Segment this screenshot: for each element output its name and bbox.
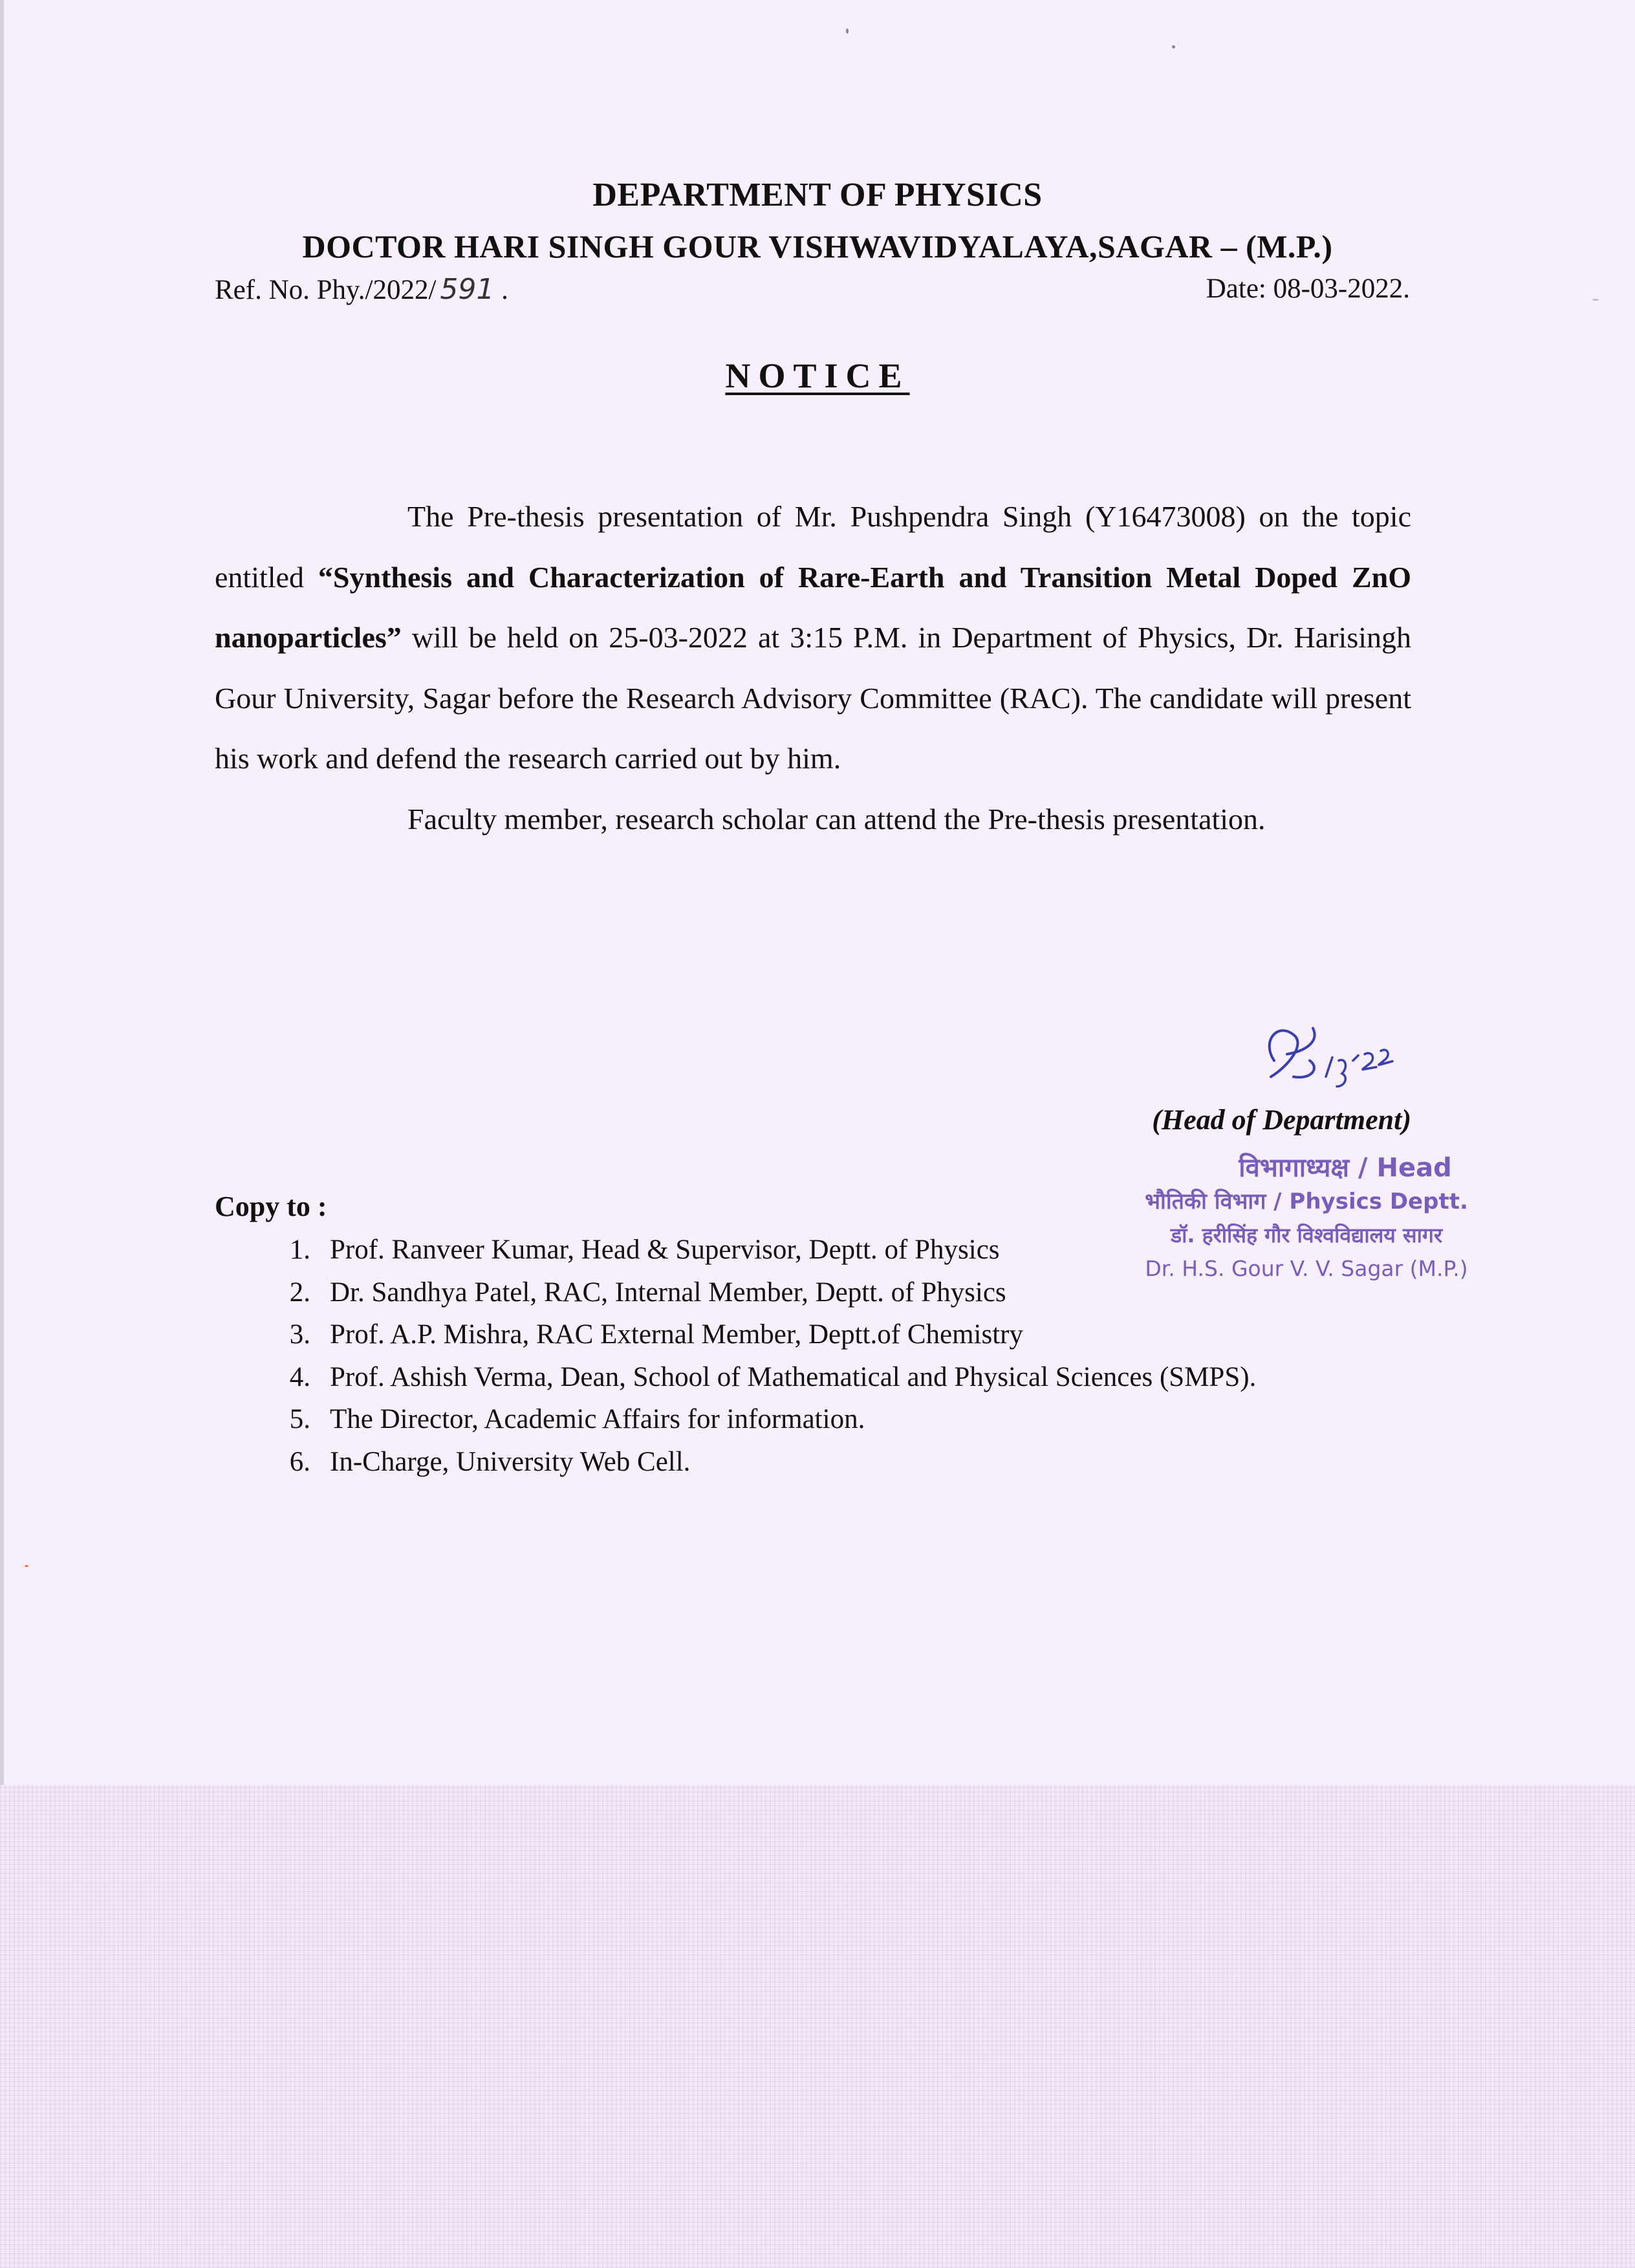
list-item: [215, 1313, 1256, 1356]
list-item: [215, 1271, 1256, 1314]
ref-dot: .: [494, 275, 508, 305]
copy-to-label: Copy to :: [215, 1191, 327, 1222]
body-paragraph-1: [215, 486, 1411, 789]
thesis-topic: “Synthesis and Characterization of Rare-Earth and Transition Metal Doped ZnO nanoparticles”: [215, 560, 1411, 654]
list-item: [215, 1398, 1256, 1441]
scan-speck: [25, 1565, 28, 1567]
stamp-line-3: डॉ. हरीसिंह गौर विश्वविद्यालय सागर: [1170, 1223, 1443, 1247]
list-text: Dr. Sandhya Patel, RAC, Internal Member, Deptt. of Physics: [330, 1277, 1006, 1308]
list-text: The Director, Academic Affairs for information.: [330, 1404, 865, 1434]
reference-number: [215, 273, 508, 306]
notice-date: Date: 08-03-2022.: [1206, 274, 1410, 304]
list-text: Prof. A.P. Mishra, RAC External Member, Deptt.of Chemistry: [330, 1319, 1023, 1350]
list-text: Prof. Ashish Verma, Dean, School of Mathematical and Physical Sciences (SMPS).: [330, 1361, 1257, 1392]
list-item: [215, 1441, 1256, 1484]
stamp-line-1: विभागाध्यक्ष / Head: [1239, 1153, 1452, 1183]
paragraph-details: will be held on 25-03-2022 at 3:15 P.M. in Department of Physics, Dr. Harisingh Gour University, Sagar before the Research Advisory Committee (RAC). The candidate will present his work and defend the research carried out by him.: [215, 621, 1411, 775]
department-title: DEPARTMENT OF PHYSICS: [592, 177, 1043, 213]
notice-body: [215, 486, 1411, 849]
handwritten-ref-number: 591: [440, 273, 495, 306]
scan-speck: [846, 28, 849, 34]
list-number: 4.: [289, 1361, 310, 1392]
scan-speck: [1592, 299, 1599, 301]
list-number: 2.: [289, 1277, 310, 1308]
list-number: 6.: [289, 1446, 310, 1477]
list-number: 1.: [289, 1235, 310, 1265]
notice-heading: [0, 356, 1635, 396]
list-number: 3.: [289, 1319, 310, 1350]
university-title: DOCTOR HARI SINGH GOUR VISHWAVIDYALAYA,SAGAR – (M.P.): [302, 228, 1333, 265]
list-item: [215, 1356, 1256, 1399]
handwritten-signature: [1248, 1015, 1416, 1099]
reference-prefix: Ref. No. Phy./2022/: [215, 275, 437, 305]
list-text: In-Charge, University Web Cell.: [330, 1446, 691, 1477]
body-paragraph-2: Faculty member, research scholar can attend the Pre-thesis presentation.: [407, 802, 1266, 836]
list-number: 5.: [289, 1404, 310, 1434]
notice-heading-text: NOTICE: [725, 356, 910, 395]
stamp-line-2: भौतिकी विभाग / Physics Deptt.: [1145, 1189, 1468, 1215]
scan-speck: [1172, 45, 1175, 49]
head-of-department-label: (Head of Department): [1152, 1104, 1411, 1136]
scan-background-texture: [0, 1785, 1635, 2268]
copy-to-list: [215, 1229, 1256, 1483]
paragraph-intro: The Pre-thesis presentation of Mr. Pushpendra Singh (Y16473008) on the topic entitled: [215, 500, 1411, 594]
stamp-line-4: Dr. H.S. Gour V. V. Sagar (M.P.): [1145, 1256, 1468, 1281]
list-text: Prof. Ranveer Kumar, Head & Supervisor, Deptt. of Physics: [330, 1235, 1000, 1265]
list-item: [215, 1229, 1256, 1271]
